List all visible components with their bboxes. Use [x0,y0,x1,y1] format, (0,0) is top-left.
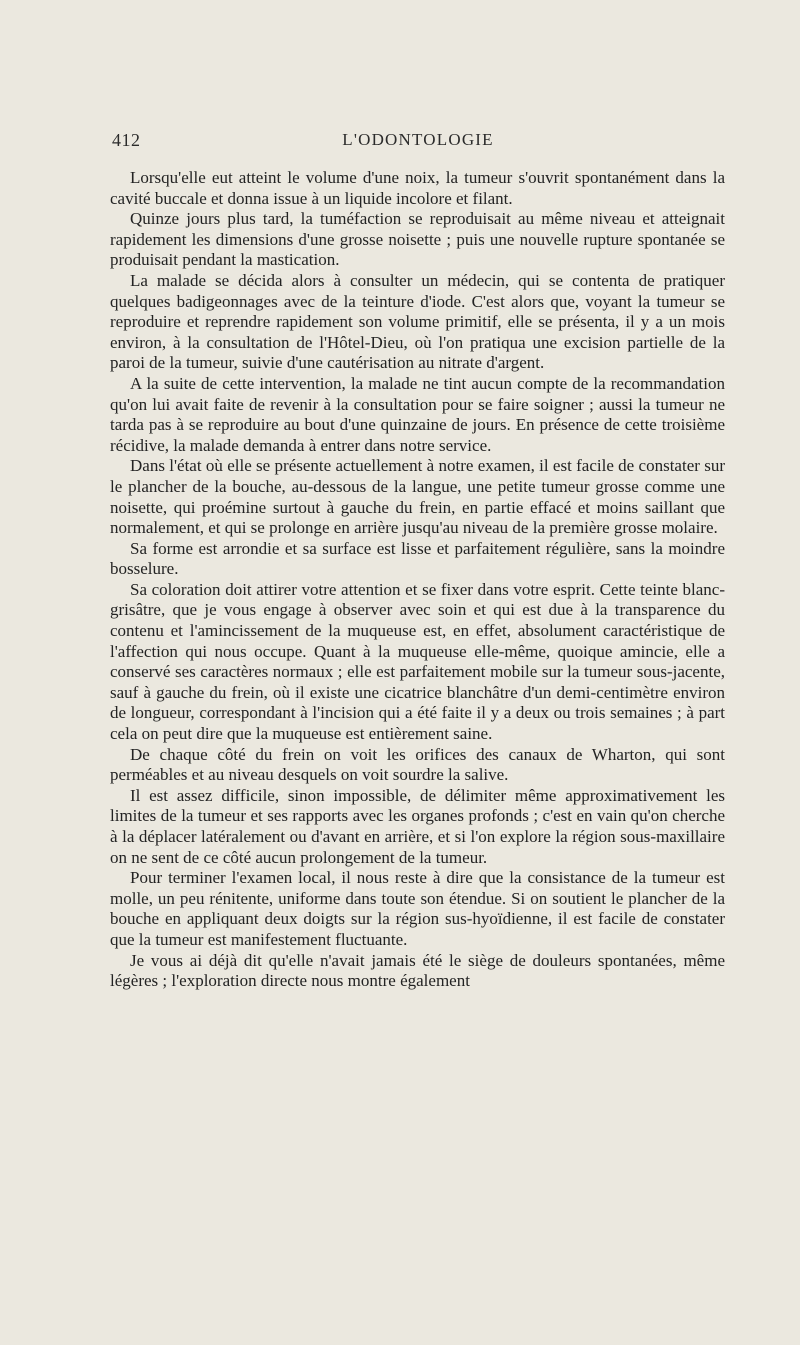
paragraph: La malade se décida alors à consulter un médecin, qui se contenta de pratiquer quelques badigeonnages avec de la teinture d'iode. C'est alors que, voyant la tumeur se reproduire et reprendre rapidement son volume primitif, elle se présenta, il y a un mois environ, à la consultation de l'Hôtel-Dieu, où l'on pratiqua une excision partielle de la paroi de la tumeur, suivie d'une cautérisation au nitrate d'argent. [110,270,725,373]
paragraph: Quinze jours plus tard, la tuméfaction se reproduisait au même niveau et atteignait rapidement les dimensions d'une grosse noisette ; puis une nouvelle rupture spontanée se produisait pendant la mastication. [110,209,725,270]
paragraph: Lorsqu'elle eut atteint le volume d'une noix, la tumeur s'ouvrit spontanément dans la cavité buccale et donna issue à un liquide incolore et filant. [110,168,725,208]
paragraph: Pour terminer l'examen local, il nous reste à dire que la consistance de la tumeur est molle, un peu rénitente, uniforme dans toute son étendue. Si on soutient le plancher de la bouche en appliquant deux doigts sur la région sus-hyoïdienne, il est facile de constater que la tumeur est manifestement fluctuante. [110,868,725,949]
paragraph: Je vous ai déjà dit qu'elle n'avait jamais été le siège de douleurs spontanées, même légères ; l'exploration directe nous montre également [110,950,725,991]
paragraph: A la suite de cette intervention, la malade ne tint aucun compte de la recommandation qu'on lui avait faite de revenir à la consultation pour se faire soigner ; aussi la tumeur ne tarda pas à se reproduire au bout d'une quinzaine de jours. En présence de cette troisième récidive, la malade demanda à entrer dans notre service. [110,373,725,455]
paragraph: Il est assez difficile, sinon impossible, de délimiter même approximativement les limites de la tumeur et ses rapports avec les organes profonds ; c'est en vain qu'on cherche à la déplacer latéralement ou d'avant en arrière, et si l'on explore la région sous-maxillaire on ne sent de ce côté aucun prolongement de la tumeur. [110,785,725,867]
running-title: L'ODONTOLOGIE [342,130,494,149]
paragraph: Sa coloration doit attirer votre attention et se fixer dans votre esprit. Cette teinte blanc-grisâtre, que je vous engage à observer avec soin et qui est due à la transparence du contenu et l'amincissement de la muqueuse est, en effet, absolument caractéristique de l'affection qui nous occupe. Quant à la muqueuse elle-même, quoique amincie, elle a conservé ses caractères normaux ; elle est parfaitement mobile sur la tumeur sous-jacente, sauf à gauche du frein, où il existe une cicatrice blanchâtre d'un demi-centimètre environ de longueur, correspondant à l'incision qui a été faite il y a deux ou trois semaines ; à part cela on peut dire que la muqueuse est entièrement saine. [110,579,725,744]
paragraph: Sa forme est arrondie et sa surface est lisse et parfaitement régulière, sans la moindre bosselure. [110,538,725,579]
body-text [110,168,725,992]
page-header [112,130,724,156]
paragraph: De chaque côté du frein on voit les orifices des canaux de Wharton, qui sont perméables et au niveau desquels on voit sourdre la salive. [110,744,725,785]
page-number: 412 [112,130,141,150]
paragraph: Dans l'état où elle se présente actuellement à notre examen, il est facile de constater sur le plancher de la bouche, au-dessous de la langue, une petite tumeur grosse comme une noisette, qui proémine surtout à gauche du frein, en partie effacé et moins saillant que normalement, et qui se prolonge en arrière jusqu'au niveau de la première grosse molaire. [110,456,725,538]
